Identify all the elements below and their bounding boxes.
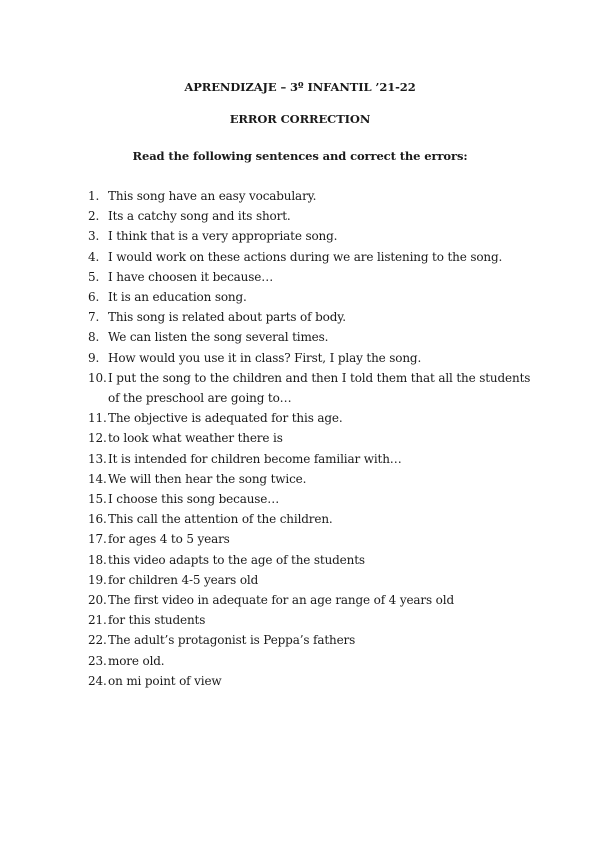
list-item: [88, 610, 538, 630]
document-subtitle: ERROR CORRECTION: [229, 112, 371, 126]
item-text: I think that is a very appropriate song.: [108, 229, 338, 244]
item-number: 1.: [88, 189, 100, 203]
list-item: [88, 469, 538, 489]
item-text: How would you use it in class? First, I play the song.: [108, 350, 422, 365]
list-item: [88, 348, 538, 368]
item-number: 20.: [88, 593, 107, 608]
list-item: [88, 489, 538, 509]
item-text: We can listen the song several times.: [108, 330, 329, 345]
list-item: [88, 206, 538, 226]
list-item: [88, 671, 538, 691]
item-number: 5.: [88, 269, 100, 284]
list-item: [88, 509, 538, 529]
list-item: [88, 590, 538, 610]
document-instructions: Read the following sentences and correct the errors:: [132, 149, 468, 163]
item-text: This song is related about parts of body.: [108, 310, 346, 325]
item-number: 6.: [88, 290, 100, 305]
item-text: this video adapts to the age of the students: [108, 552, 365, 567]
item-number: 9.: [88, 350, 100, 365]
item-number: 12.: [88, 431, 107, 446]
item-text: The objective is adequated for this age.: [108, 411, 343, 426]
item-number: 10.: [88, 370, 107, 385]
item-text: for ages 4 to 5 years: [108, 532, 230, 547]
item-text: I would work on these actions during we are listening to the song.: [108, 249, 503, 264]
item-number: 7.: [88, 310, 100, 325]
item-number: 23.: [88, 653, 107, 668]
item-text: It is an education song.: [108, 290, 247, 305]
list-item: [88, 368, 538, 408]
item-number: 22.: [88, 633, 107, 648]
item-text: for this students: [108, 613, 206, 628]
item-number: 19.: [88, 572, 107, 587]
document-title: APRENDIZAJE – 3º INFANTIL ’21-22: [184, 80, 416, 94]
item-number: 3.: [88, 229, 100, 244]
item-text: The first video in adequate for an age range of 4 years old: [108, 593, 454, 608]
item-number: 14.: [88, 471, 107, 486]
list-item: [88, 651, 538, 671]
item-text: Its a catchy song and its short.: [108, 209, 291, 224]
list-item: [88, 307, 538, 327]
item-number: 17.: [88, 532, 107, 547]
item-text: This song have an easy vocabulary.: [108, 189, 317, 203]
item-number: 18.: [88, 552, 107, 567]
list-item: [88, 570, 538, 590]
item-number: 15.: [88, 492, 107, 507]
item-number: 4.: [88, 249, 100, 264]
item-text: This call the attention of the children.: [108, 512, 333, 527]
item-number: 2.: [88, 209, 100, 224]
list-item: [88, 226, 538, 246]
list-item: [88, 408, 538, 428]
item-number: 21.: [88, 613, 107, 628]
item-text: It is intended for children become familiar with…: [108, 451, 402, 466]
list-item: [88, 449, 538, 469]
item-text: more old.: [108, 653, 165, 668]
list-item: [88, 287, 538, 307]
list-item: [88, 529, 538, 549]
item-text: to look what weather there is: [108, 431, 283, 446]
item-number: 8.: [88, 330, 100, 345]
list-item: [88, 247, 538, 267]
item-number: 13.: [88, 451, 107, 466]
item-number: 11.: [88, 411, 107, 426]
sentence-list: [88, 186, 538, 691]
list-item: [88, 267, 538, 287]
item-text: I choose this song because…: [108, 492, 280, 507]
item-text: The adult’s protagonist is Peppa’s fathers: [108, 633, 356, 648]
item-text: for children 4-5 years old: [108, 572, 259, 587]
item-number: 16.: [88, 512, 107, 527]
list-item: [88, 630, 538, 650]
list-item: [88, 186, 538, 206]
list-item: [88, 327, 538, 347]
list-item: [88, 550, 538, 570]
item-number: 24.: [88, 673, 107, 688]
item-text: We will then hear the song twice.: [108, 471, 307, 486]
item-text: I put the song to the children and then I told them that all the students of the preschool are going to…: [108, 370, 531, 406]
item-text: on mi point of view: [108, 673, 222, 688]
list-item: [88, 428, 538, 448]
item-text: I have choosen it because…: [108, 269, 274, 284]
